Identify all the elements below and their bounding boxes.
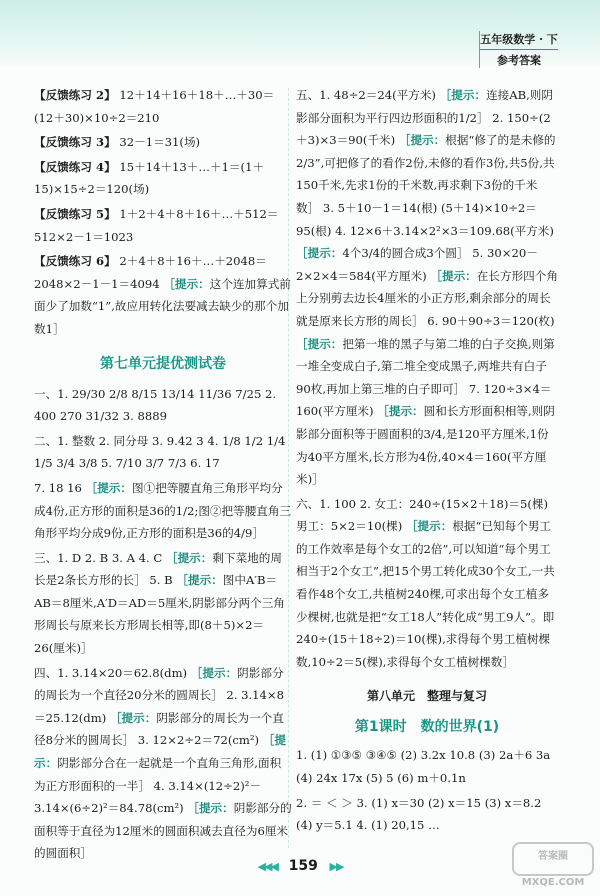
feedback-4 [34,156,292,201]
hint-text: 4个3/4的圆合成3个圆］ 5. 30×20－2×2×4＝584(平方厘米) [296,246,538,283]
answer-text: 5. B [149,573,173,588]
unit7-title: 第七单元提优测试卷 [100,355,226,372]
unit7-q6 [296,493,558,674]
hint-text: 阴影部分合在一起就是一个直角三角形,面积为正方形面积的一半］ 4. 3.14×(12÷2)²－3.14×(6÷2)²＝84.78(cm²) [34,756,282,816]
unit7-q2: 二、1. 整数 2. 同分母 3. 9.42 3 4. 1/8 1/2 1/4 1/5 3/4 3/8 5. 7/10 3/7 7/3 6. 17 [34,433,286,471]
feedback-label: 【反馈练习 6】 [34,254,116,269]
unit8-title: 第八单元 整理与复习 [366,689,487,704]
feedback-label: 【反馈练习 4】 [34,159,116,174]
hint-label: ［提示： [377,404,424,419]
feedback-text: 2＋4＋8＋16＋…＋2048＝2048×2－1－1＝4094 [34,254,267,291]
feedback-5 [34,203,292,248]
unit7-q2-7 [34,477,292,545]
unit7-q1: 一、1. 29/30 2/8 8/15 13/14 11/36 7/25 2. 400 270 31/32 3. 8889 [34,386,277,424]
answer-text: 六、1. 100 2. 女工：240÷(15×2＋18)＝5(棵) 男工：5×2＝10(棵) [296,496,548,534]
answer-text: 五、1. 48÷2＝24(平方米) [296,88,436,102]
lesson-q2: 2. ＝ ＜ ＞ 3. (1) x＝30 (2) x＝15 (3) x＝8.2 (4) y＝5.1 4. (1) 20,15 … [296,795,542,833]
page-number: 159 [288,858,318,874]
answer-reference-label: 参考答案 [497,54,541,67]
right-arrows-icon: ▶▶ [329,860,343,873]
feedback-label: 【反馈练习 2】 [34,88,116,102]
page-footer [0,858,600,874]
unit7-q5 [296,84,558,491]
hint-text: 根据“修了的是未修的2/3”,可把修了的看作2份,未修的看作3份,共5份,共150千米,先求1份的千米数,再求剩下3份的千米数］ 3. 5＋10－1＝14(根) (5＋14)×10÷2＝95(根) 4. 12×6＋3.14×2²×3＝109.68(平方米) [296,133,556,238]
feedback-text: 15＋14＋13＋…＋1＝(1＋15)×15÷2＝120(场) [34,159,265,197]
hint-text: 图①把等腰直角三角形平均分成4份,正方形的面积是36的1/2;图②把等腰直角三角形平均分成9份,正方形的面积是36的4/9］ [34,480,292,541]
lesson-q1: 1. (1) ①③⑤ ③④⑤ (2) 3.2x 10.8 (3) 2a＋6 3a (4) 24x 17x (5) 5 (6) m＋0.1n [296,748,551,786]
left-column [34,84,292,867]
left-arrows-icon: ◀◀◀ [257,860,277,873]
feedback-label: 【反馈练习 5】 [34,206,116,221]
hint-label: ［提示： [165,550,213,565]
feedback-2 [34,84,292,129]
hint-label: ［提示： [34,733,286,771]
hint-text: 阴影部分的周长为一个直径8分米的圆周长］ 3. 12×2÷2＝72(cm²) [34,710,284,748]
hint-label: ［提示： [430,268,477,283]
hint-text: 根据“已知每个男工的工作效率是每个女工的2倍”,可以知道“每个男工相当于2个女工”,把15个男工转化成30个女工,一共看作48个女工,共植树240棵,可求出每个女工植多少棵树,也就是把“女工18人”转化成“男工9人”。即240÷(15＋18÷2)＝10(棵),求得每个男工植树棵数,10÷2＝5(棵),求得每个女工植树棵数］ [296,519,555,669]
feedback-6 [34,250,292,340]
hint-text: 在长方形四个角上分别剪去边长4厘米的小正方形,剩余部分的周长就是原来长方形的周长］ 6. 90＋90÷3＝120(枚) [296,268,558,328]
lesson-title: 第1课时 数的世界(1) [354,719,500,736]
feedback-text: 12＋14＋16＋18＋…＋30＝(12＋30)×10÷2＝210 [34,88,275,125]
hint-text: 阴影部分的周长为一个直径20分米的圆周长］ 2. 3.14×8＝25.12(dm) [34,665,284,725]
feedback-text: 1＋2＋4＋8＋16＋…＋512＝512×2－1＝1023 [34,206,279,244]
feedback-label: 【反馈练习 3】 [34,135,116,150]
hint-label: ［提示： [398,133,446,148]
hint-label: ［提示： [296,246,343,261]
hint-label: ［提示： [439,88,487,102]
hint-label: ［提示： [85,480,133,495]
hint-label: ［提示： [405,519,453,534]
hint-text: 剩下菜地的周长是2条长方形的长］ [34,550,282,588]
hint-text: 这个连加算式前面少了加数“1”,故应用转化法要减去缺少的那个加数1］ [34,276,291,336]
hint-label: ［提示： [296,336,343,351]
hint-label: ［提示： [190,665,238,680]
hint-text: 把第一堆的黑子与第二堆的白子交换,则第一堆全变成白子,第二堆全变成黑子,两堆共有白子90枚,再加上第三堆的白子即可］ 7. 120÷3×4＝160(平方厘米) [296,336,555,419]
feedback-3 [34,131,292,154]
watermark-logo: 答案圈 MXQE.COM [512,842,594,876]
answer-text: 四、1. 3.14×20＝62.8(dm) [34,665,188,680]
grade-label: 五年级数学 · 下 [480,31,558,50]
header-box [479,31,558,68]
answer-text: 三、1. D 2. B 3. A 4. C [34,550,163,565]
hint-text: 阴影部分的面积等于直径为12厘米的圆面积减去直径为6厘米的圆面积］ [34,801,292,861]
hint-label: ［提示： [163,276,210,291]
hint-label: ［提示： [176,573,223,588]
hint-label: ［提示： [187,801,234,816]
right-column [296,84,558,839]
hint-text: 图中A′B＝AB＝8厘米,A′D＝AD＝5厘米,阴影部分两个三角形周长与原来长方形周长相等,即(8＋5)×2＝26(厘米)］ [34,573,285,656]
hint-text: 连接AB,则阴影部分面积为平行四边形面积的1/2］ 2. 150÷(2＋3)×3＝90(千米) [296,88,553,148]
hint-label: ［提示： [109,710,157,725]
hint-text: 圆和长方形面积相等,则阴影部分面积等于圆面积的3/4,是120平方厘米,1份为40平方厘米,长方形为4份,40×4＝160(平方厘米)］ [296,404,555,487]
answer-text: 7. 18 16 [34,480,82,495]
feedback-text: 32－1＝31(场) [119,135,201,150]
unit7-q4 [34,662,292,865]
unit7-q3 [34,547,292,660]
